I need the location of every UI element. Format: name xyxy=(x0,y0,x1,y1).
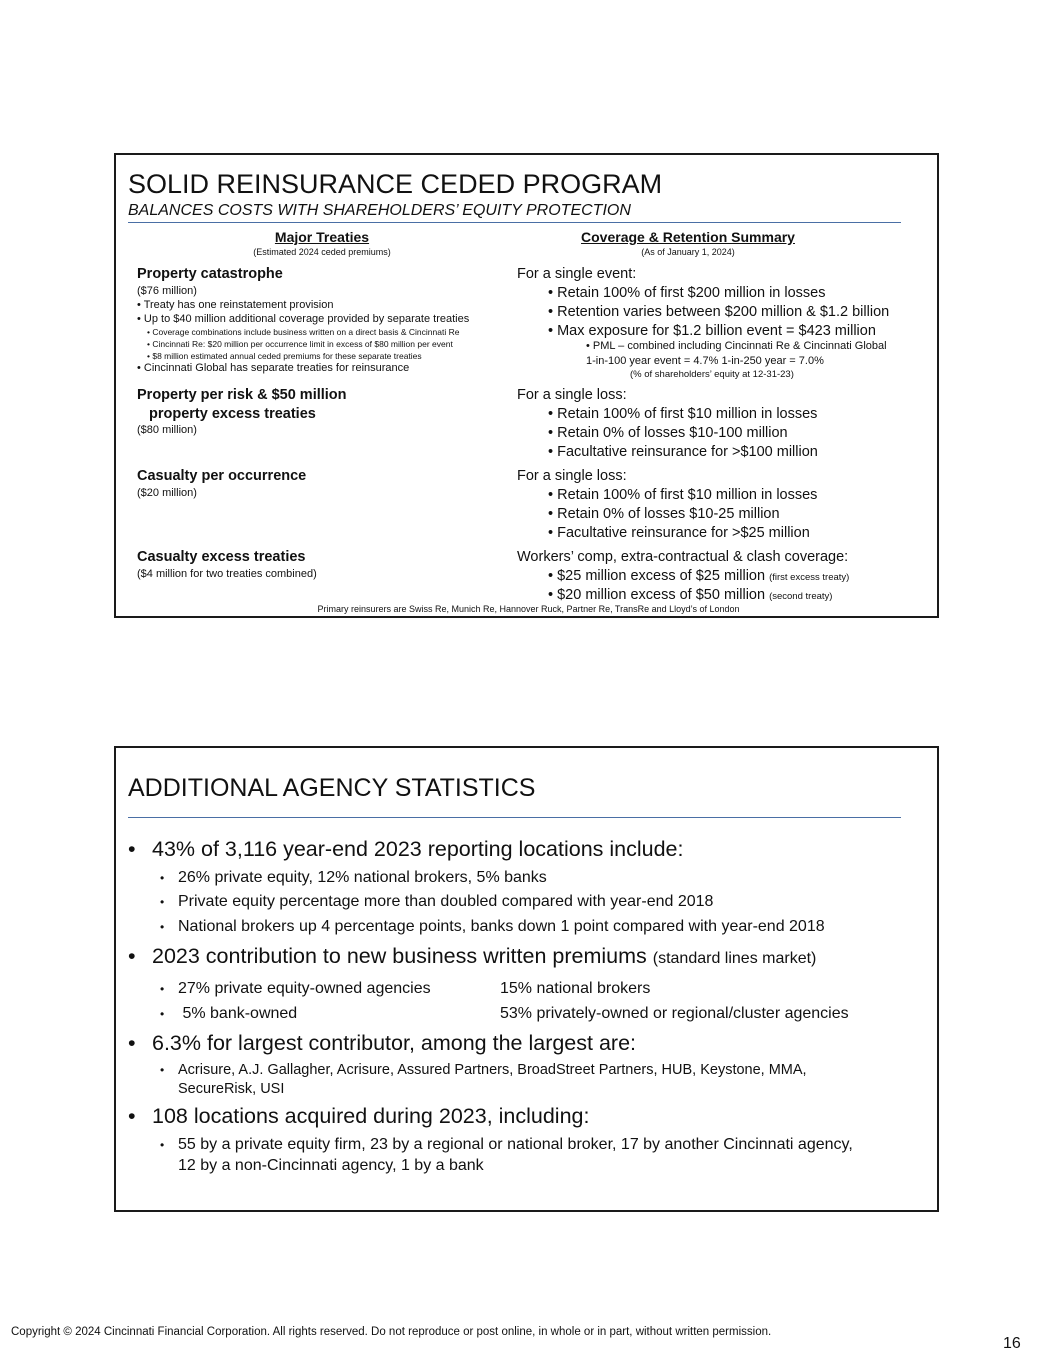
sub-bullet-item: • 5% bank-owned xyxy=(160,1005,298,1022)
property-catastrophe-amount: ($76 million) xyxy=(137,285,197,297)
bullet-note: (standard lines market) xyxy=(652,950,817,967)
major-treaties-heading: Major Treaties xyxy=(274,229,370,245)
bullet-item: • 43% of 3,116 year-end 2023 reporting locations include: xyxy=(128,837,684,861)
treaty-subbullet: • Coverage combinations include business written on a direct basis & Cincinnati Re xyxy=(147,327,460,337)
title-divider xyxy=(128,222,901,223)
coverage-summary-heading: Coverage & Retention Summary xyxy=(581,229,795,245)
coverage-heading: For a single loss: xyxy=(517,468,627,484)
property-per-risk-title: Property per risk & $50 million xyxy=(137,387,347,403)
bullet-text: 108 locations acquired during 2023, including: xyxy=(152,1104,590,1128)
coverage-summary-subheading: (As of January 1, 2024) xyxy=(641,247,735,257)
property-per-risk-amount: ($80 million) xyxy=(137,424,197,436)
sub-bullet-text: 27% private equity-owned agencies xyxy=(178,980,431,997)
coverage-heading: Workers’ comp, extra-contractual & clash coverage: xyxy=(517,549,849,565)
sub-bullet-second-column: 15% national brokers xyxy=(500,980,651,997)
casualty-excess-amount: ($4 million for two treaties combined) xyxy=(137,568,317,580)
title-divider xyxy=(128,817,901,818)
bullet-item: • 108 locations acquired during 2023, including: xyxy=(128,1104,590,1128)
coverage-bullet-text: • $20 million excess of $50 million xyxy=(548,587,766,603)
sub-bullet-text: Acrisure, A.J. Gallagher, Acrisure, Assured Partners, BroadStreet Partners, HUB, Keystone, MMA, xyxy=(178,1062,807,1078)
major-treaties-subheading: (Estimated 2024 ceded premiums) xyxy=(253,247,391,257)
sub-bullet-second-column: 53% privately-owned or regional/cluster agencies xyxy=(500,1005,849,1022)
sub-bullet-item: • 55 by a private equity firm, 23 by a regional or national broker, 17 by another Cincinnati agency, xyxy=(160,1136,853,1153)
coverage-bullet: • Retain 0% of losses $10-100 million xyxy=(548,425,788,441)
slide-title: ADDITIONAL AGENCY STATISTICS xyxy=(128,774,536,802)
pml-values: 1-in-100 year event = 4.7% 1-in-250 year = 7.0% xyxy=(586,355,824,367)
sub-bullet-text: Private equity percentage more than doubled compared with year-end 2018 xyxy=(178,893,714,910)
page-number: 16 xyxy=(1003,1335,1021,1352)
sub-bullet-text-cont: SecureRisk, USI xyxy=(178,1081,285,1097)
treaty-bullet: • Up to $40 million additional coverage provided by separate treaties xyxy=(137,313,470,325)
property-per-risk-title-cont: property excess treaties xyxy=(149,406,316,422)
coverage-bullet: • Retain 100% of first $10 million in losses xyxy=(548,406,818,422)
coverage-bullet: • Max exposure for $1.2 billion event = $423 million xyxy=(548,323,876,339)
coverage-bullet xyxy=(548,568,849,584)
sub-bullet-item: • 26% private equity, 12% national brokers, 5% banks xyxy=(160,869,547,886)
casualty-per-occurrence-amount: ($20 million) xyxy=(137,487,197,499)
coverage-bullet: • Facultative reinsurance for >$100 million xyxy=(548,444,818,460)
sub-bullet-item: • Acrisure, A.J. Gallagher, Acrisure, Assured Partners, BroadStreet Partners, HUB, Keystone, MMA, xyxy=(160,1062,807,1078)
casualty-per-occurrence-title: Casualty per occurrence xyxy=(137,468,307,484)
sub-bullet-item: • Private equity percentage more than doubled compared with year-end 2018 xyxy=(160,893,714,910)
treaty-bullet: • Cincinnati Global has separate treaties for reinsurance xyxy=(137,362,410,374)
slide-title: SOLID REINSURANCE CEDED PROGRAM xyxy=(128,169,663,199)
coverage-bullet: • Retain 100% of first $10 million in losses xyxy=(548,487,818,503)
copyright-notice: Copyright © 2024 Cincinnati Financial Corporation. All rights reserved. Do not reproduce or post online, in whole or in part, without written permission. xyxy=(11,1326,772,1338)
sub-bullet-text: 26% private equity, 12% national brokers, 5% banks xyxy=(178,869,547,886)
sub-bullet-text-cont: 12 by a non-Cincinnati agency, 1 by a bank xyxy=(178,1157,484,1174)
coverage-bullet: • Retention varies between $200 million & $1.2 billion xyxy=(548,304,890,320)
treaty-subbullet: • Cincinnati Re: $20 million per occurrence limit in excess of $80 million per event xyxy=(147,339,453,349)
coverage-heading: For a single event: xyxy=(517,266,637,282)
agency-statistics-slide xyxy=(114,746,939,1212)
slide-subtitle: BALANCES COSTS WITH SHAREHOLDERS’ EQUITY PROTECTION xyxy=(128,202,631,219)
primary-reinsurers-note: Primary reinsurers are Swiss Re, Munich Re, Hannover Ruck, Partner Re, TransRe and Lloyd’s of London xyxy=(317,604,740,614)
treaty-subbullet: • $8 million estimated annual ceded premiums for these separate treaties xyxy=(147,351,422,361)
sub-bullet-text: 5% bank-owned xyxy=(178,1005,298,1022)
coverage-bullet: • Retain 100% of first $200 million in losses xyxy=(548,285,826,301)
coverage-bullet: • Facultative reinsurance for >$25 million xyxy=(548,525,810,541)
treaty-bullet: • Treaty has one reinstatement provision xyxy=(137,299,334,311)
sub-bullet-item: • 27% private equity-owned agencies xyxy=(160,980,431,997)
bullet-item: • 2023 contribution to new business written premiums (standard lines market) xyxy=(128,944,817,968)
pml-note: (% of shareholders’ equity at 12-31-23) xyxy=(630,369,794,380)
coverage-bullet-note: (second treaty) xyxy=(769,591,833,602)
coverage-bullet-note: (first excess treaty) xyxy=(769,572,850,583)
coverage-bullet-text: • $25 million excess of $25 million xyxy=(548,568,766,584)
sub-bullet-text: 55 by a private equity firm, 23 by a regional or national broker, 17 by another Cincinnati agency, xyxy=(178,1136,853,1153)
pml-bullet: • PML – combined including Cincinnati Re & Cincinnati Global xyxy=(586,340,887,352)
reinsurance-slide xyxy=(114,153,939,618)
sub-bullet-item: • National brokers up 4 percentage points, banks down 1 point compared with year-end 2018 xyxy=(160,918,825,935)
coverage-bullet xyxy=(548,587,832,603)
bullet-text: 2023 contribution to new business written premiums xyxy=(152,944,647,968)
casualty-excess-title: Casualty excess treaties xyxy=(137,549,306,565)
sub-bullet-text: National brokers up 4 percentage points, banks down 1 point compared with year-end 2018 xyxy=(178,918,825,935)
property-catastrophe-title: Property catastrophe xyxy=(137,266,283,282)
coverage-bullet: • Retain 0% of losses $10-25 million xyxy=(548,506,780,522)
coverage-heading: For a single loss: xyxy=(517,387,627,403)
bullet-text: 6.3% for largest contributor, among the largest are: xyxy=(152,1031,637,1055)
bullet-item: • 6.3% for largest contributor, among the largest are: xyxy=(128,1031,637,1055)
bullet-text: 43% of 3,116 year-end 2023 reporting locations include: xyxy=(152,837,684,861)
